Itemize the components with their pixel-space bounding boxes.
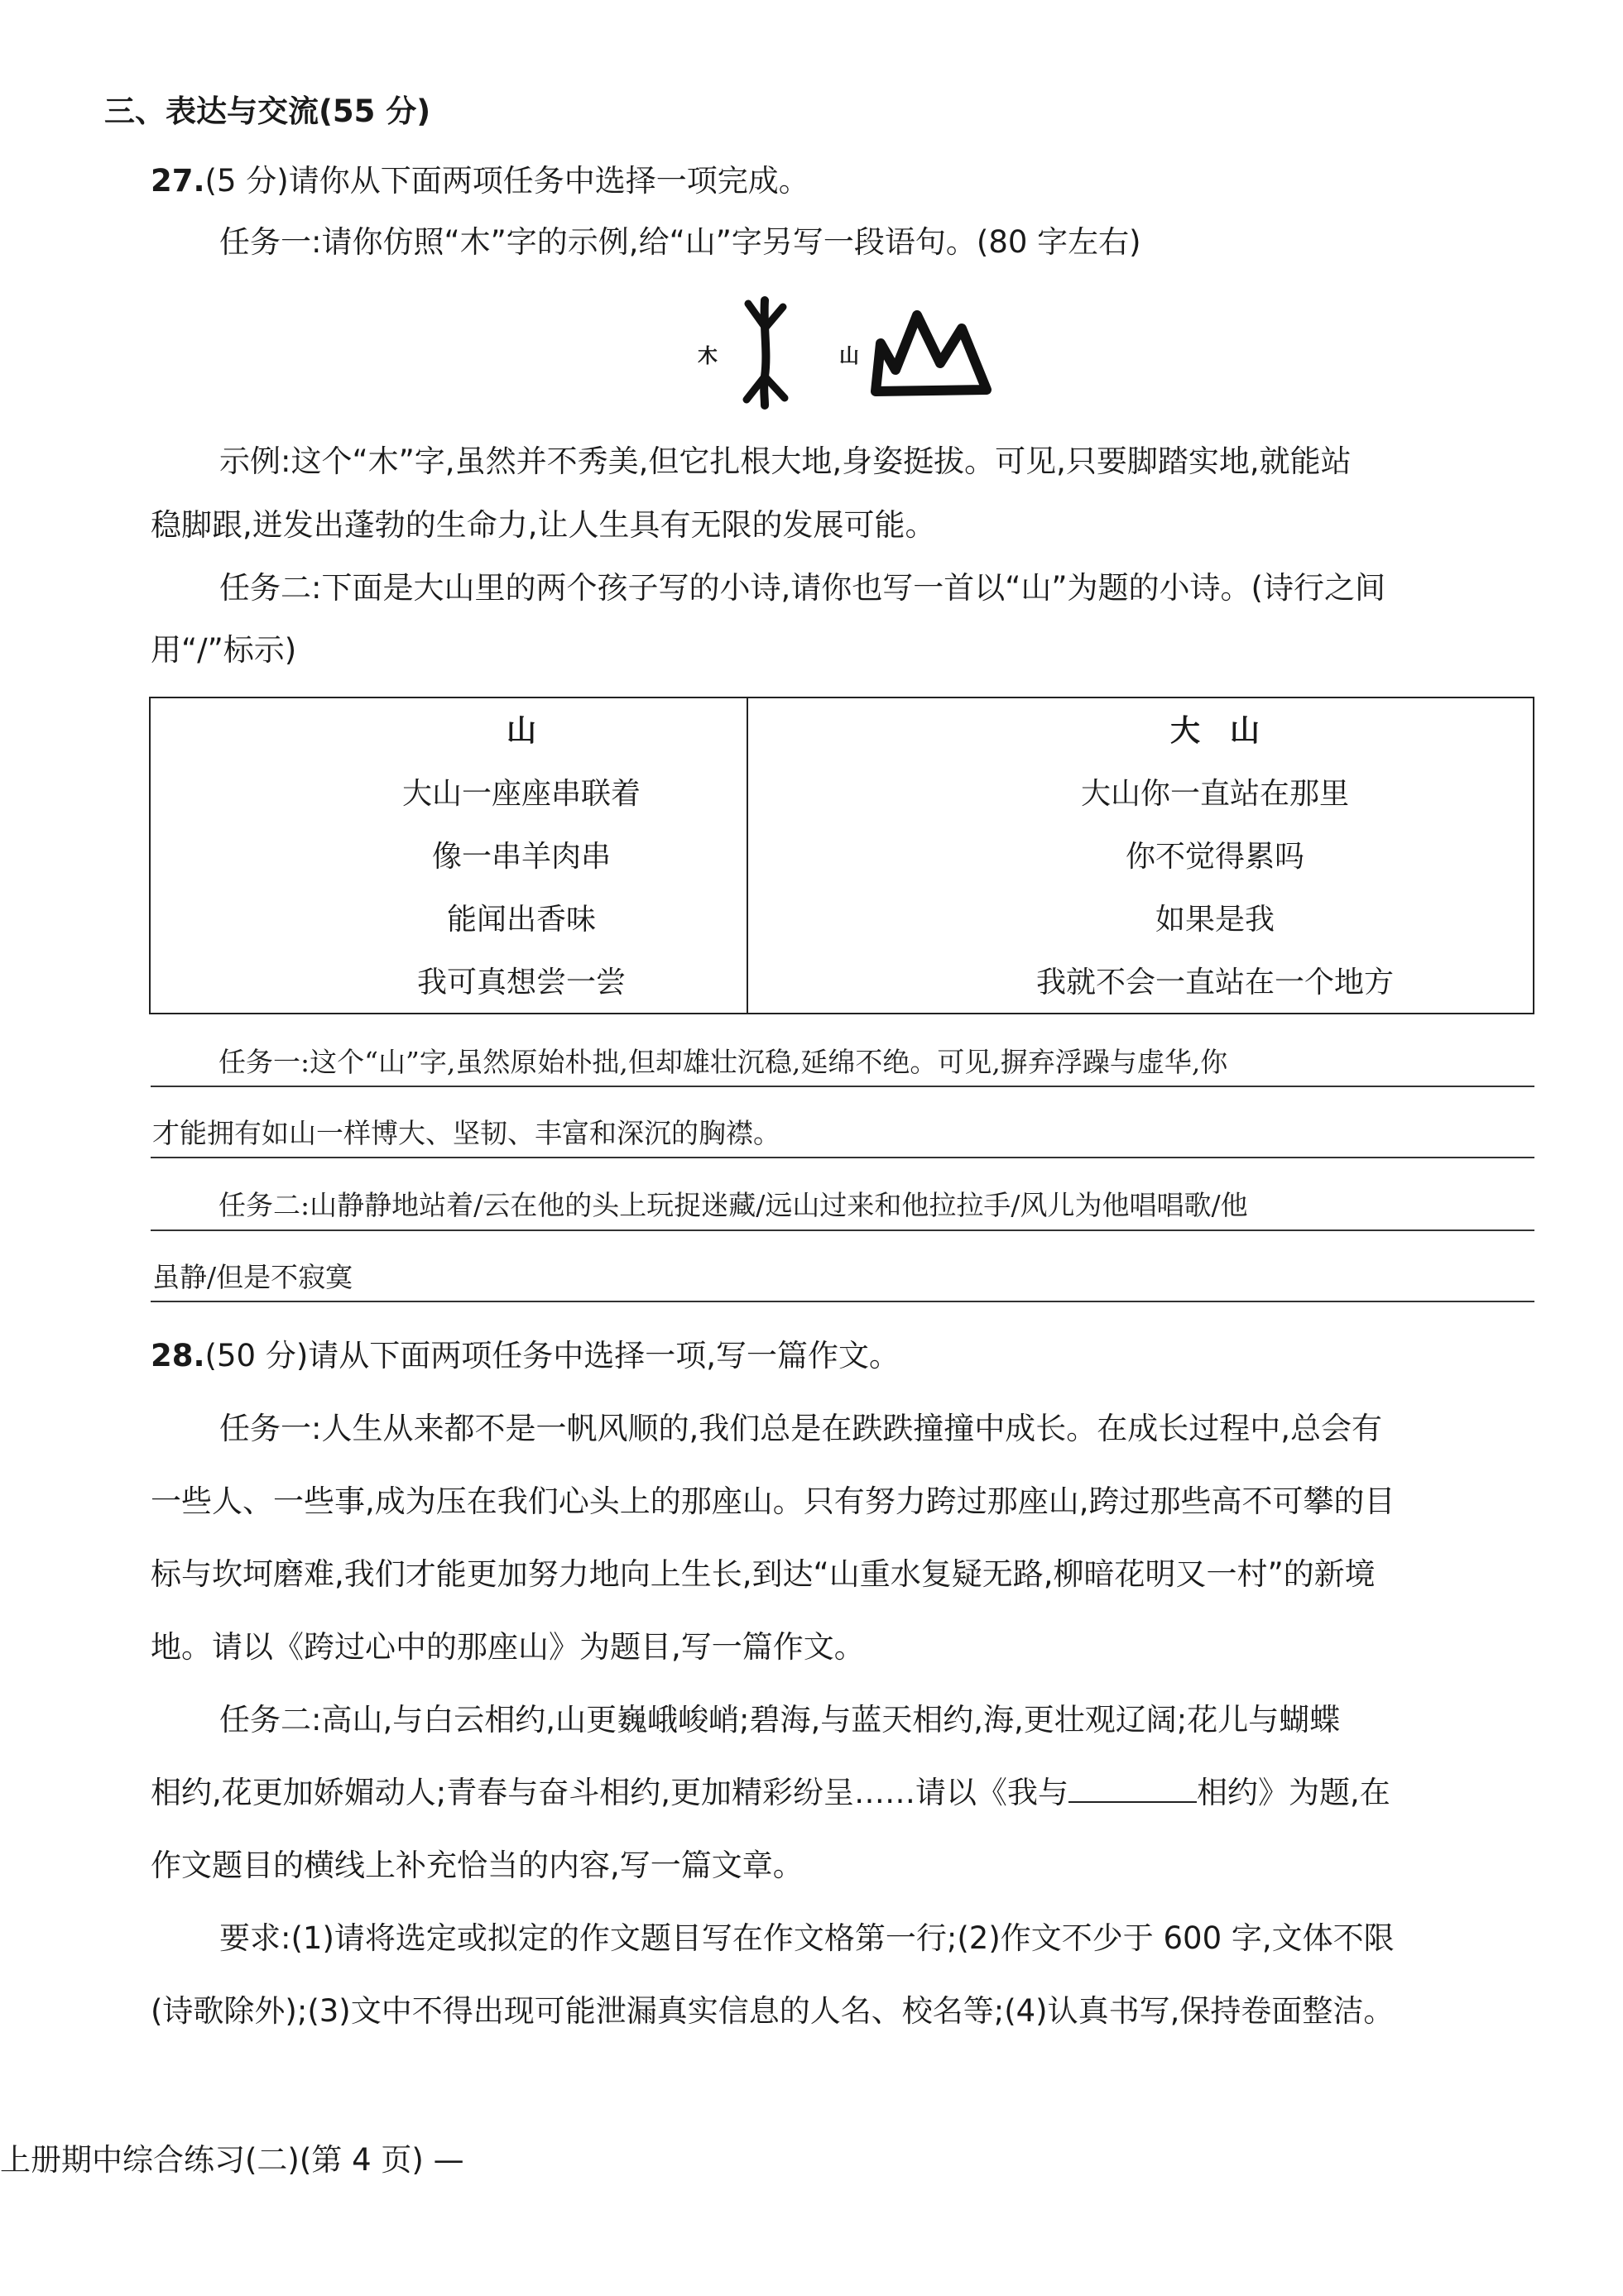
q28-number: 28.: [151, 1338, 205, 1373]
poem-2-line: 你不觉得累吗: [1125, 840, 1304, 874]
q27-example-line1: 示例:这个“木”字,虽然并不秀美,但它扎根大地,身姿挺拔。可见,只要脚踏实地,就能站: [219, 443, 1352, 479]
answer-rule: [151, 1157, 1534, 1158]
q28-task1-line4: 地。请以《跨过心中的那座山》为题目,写一篇作文。: [151, 1629, 865, 1665]
mu-glyph-icon: [732, 294, 798, 410]
answer-task2-line1: 任务二:山静静地站着/云在他的头上玩捉迷藏/远山过来和他拉拉手/风儿为他唱唱歌/他: [218, 1189, 1248, 1221]
answer-task1-line1: 任务一:这个“山”字,虽然原始朴拙,但却雄壮沉稳,延绵不绝。可见,摒弃浮躁与虚华,你: [218, 1046, 1228, 1078]
answer-rule: [151, 1301, 1534, 1302]
q27-task1: 任务一:请你仿照“木”字的示例,给“山”字另写一段语句。(80 字左右): [219, 224, 1141, 260]
answer-task2-line2: 虽静/但是不寂寞: [152, 1261, 353, 1293]
answer-rule: [151, 1086, 1534, 1087]
title-blank: [1068, 1776, 1197, 1803]
q27-number: 27.: [151, 163, 205, 199]
shan-glyph-icon: [869, 310, 993, 397]
q28-intro: [151, 1337, 900, 1375]
poem-2-line: 我就不会一直站在一个地方: [1035, 966, 1394, 999]
poem-1-line: 能闻出香味: [446, 903, 596, 937]
q28-task2-line2-b: 相约》为题,在: [1197, 1775, 1390, 1810]
poem-1-line: 我可真想尝一尝: [416, 966, 626, 999]
answer-task1-line2: 才能拥有如山一样博大、坚韧、丰富和深沉的胸襟。: [152, 1117, 780, 1149]
q28-task1-line1: 任务一:人生从来都不是一帆风顺的,我们总是在跌跌撞撞中成长。在成长过程中,总会有: [219, 1411, 1382, 1446]
section-heading: 三、表达与交流(55 分): [104, 93, 431, 129]
poem-1-line: 大山一座座串联着: [401, 777, 641, 811]
q27-example-line2: 稳脚跟,迸发出蓬勃的生命力,让人生具有无限的发展可能。: [151, 507, 936, 543]
q27-intro: [151, 162, 809, 200]
poem-2-title: 大 山: [1169, 714, 1260, 748]
q28-requirements-line1: 要求:(1)请将选定或拟定的作文题目写在作文格第一行;(2)作文不少于 600 字,文体不限: [219, 1920, 1395, 1956]
q28-task1-line3: 标与坎坷磨难,我们才能更加努力地向上生长,到达“山重水复疑无路,柳暗花明又一村”的新境: [151, 1556, 1376, 1592]
q28-task2-line1: 任务二:高山,与白云相约,山更巍峨峻峭;碧海,与蓝天相约,海,更壮观辽阔;花儿与蝴蝶: [219, 1702, 1341, 1738]
glyph-label-mu: 木: [698, 344, 718, 367]
q28-task2-line2: [151, 1774, 1390, 1812]
q28-intro-text: (50 分)请从下面两项任务中选择一项,写一篇作文。: [204, 1338, 900, 1373]
q27-task2-line2: 用“/”标示): [151, 632, 297, 668]
answer-rule: [151, 1229, 1534, 1231]
poem-2-line: 如果是我: [1155, 903, 1275, 937]
q28-task2-line2-a: 相约,花更加娇媚动人;青春与奋斗相约,更加精彩纷呈……请以《我与: [151, 1775, 1068, 1810]
poem-1-title: 山: [506, 714, 536, 748]
poem-1-line: 像一串羊肉串: [431, 840, 611, 874]
poem-2-line: 大山你一直站在那里: [1080, 777, 1349, 811]
q28-task1-line2: 一些人、一些事,成为压在我们心头上的那座山。只有努力跨过那座山,跨过那些高不可攀的目: [151, 1484, 1395, 1519]
glyph-label-shan: 山: [839, 344, 859, 367]
q27-task2-line1: 任务二:下面是大山里的两个孩子写的小诗,请你也写一首以“山”为题的小诗。(诗行之间: [219, 570, 1385, 606]
page-footer: 上册期中综合练习(二)(第 4 页) —: [0, 2142, 464, 2178]
q27-intro-text: (5 分)请你从下面两项任务中选择一项完成。: [204, 163, 809, 199]
q28-task2-line3: 作文题目的横线上补充恰当的内容,写一篇文章。: [151, 1848, 804, 1883]
q28-requirements-line2: (诗歌除外);(3)文中不得出现可能泄漏真实信息的人名、校名等;(4)认真书写,保持卷面整洁。: [151, 1993, 1395, 2029]
